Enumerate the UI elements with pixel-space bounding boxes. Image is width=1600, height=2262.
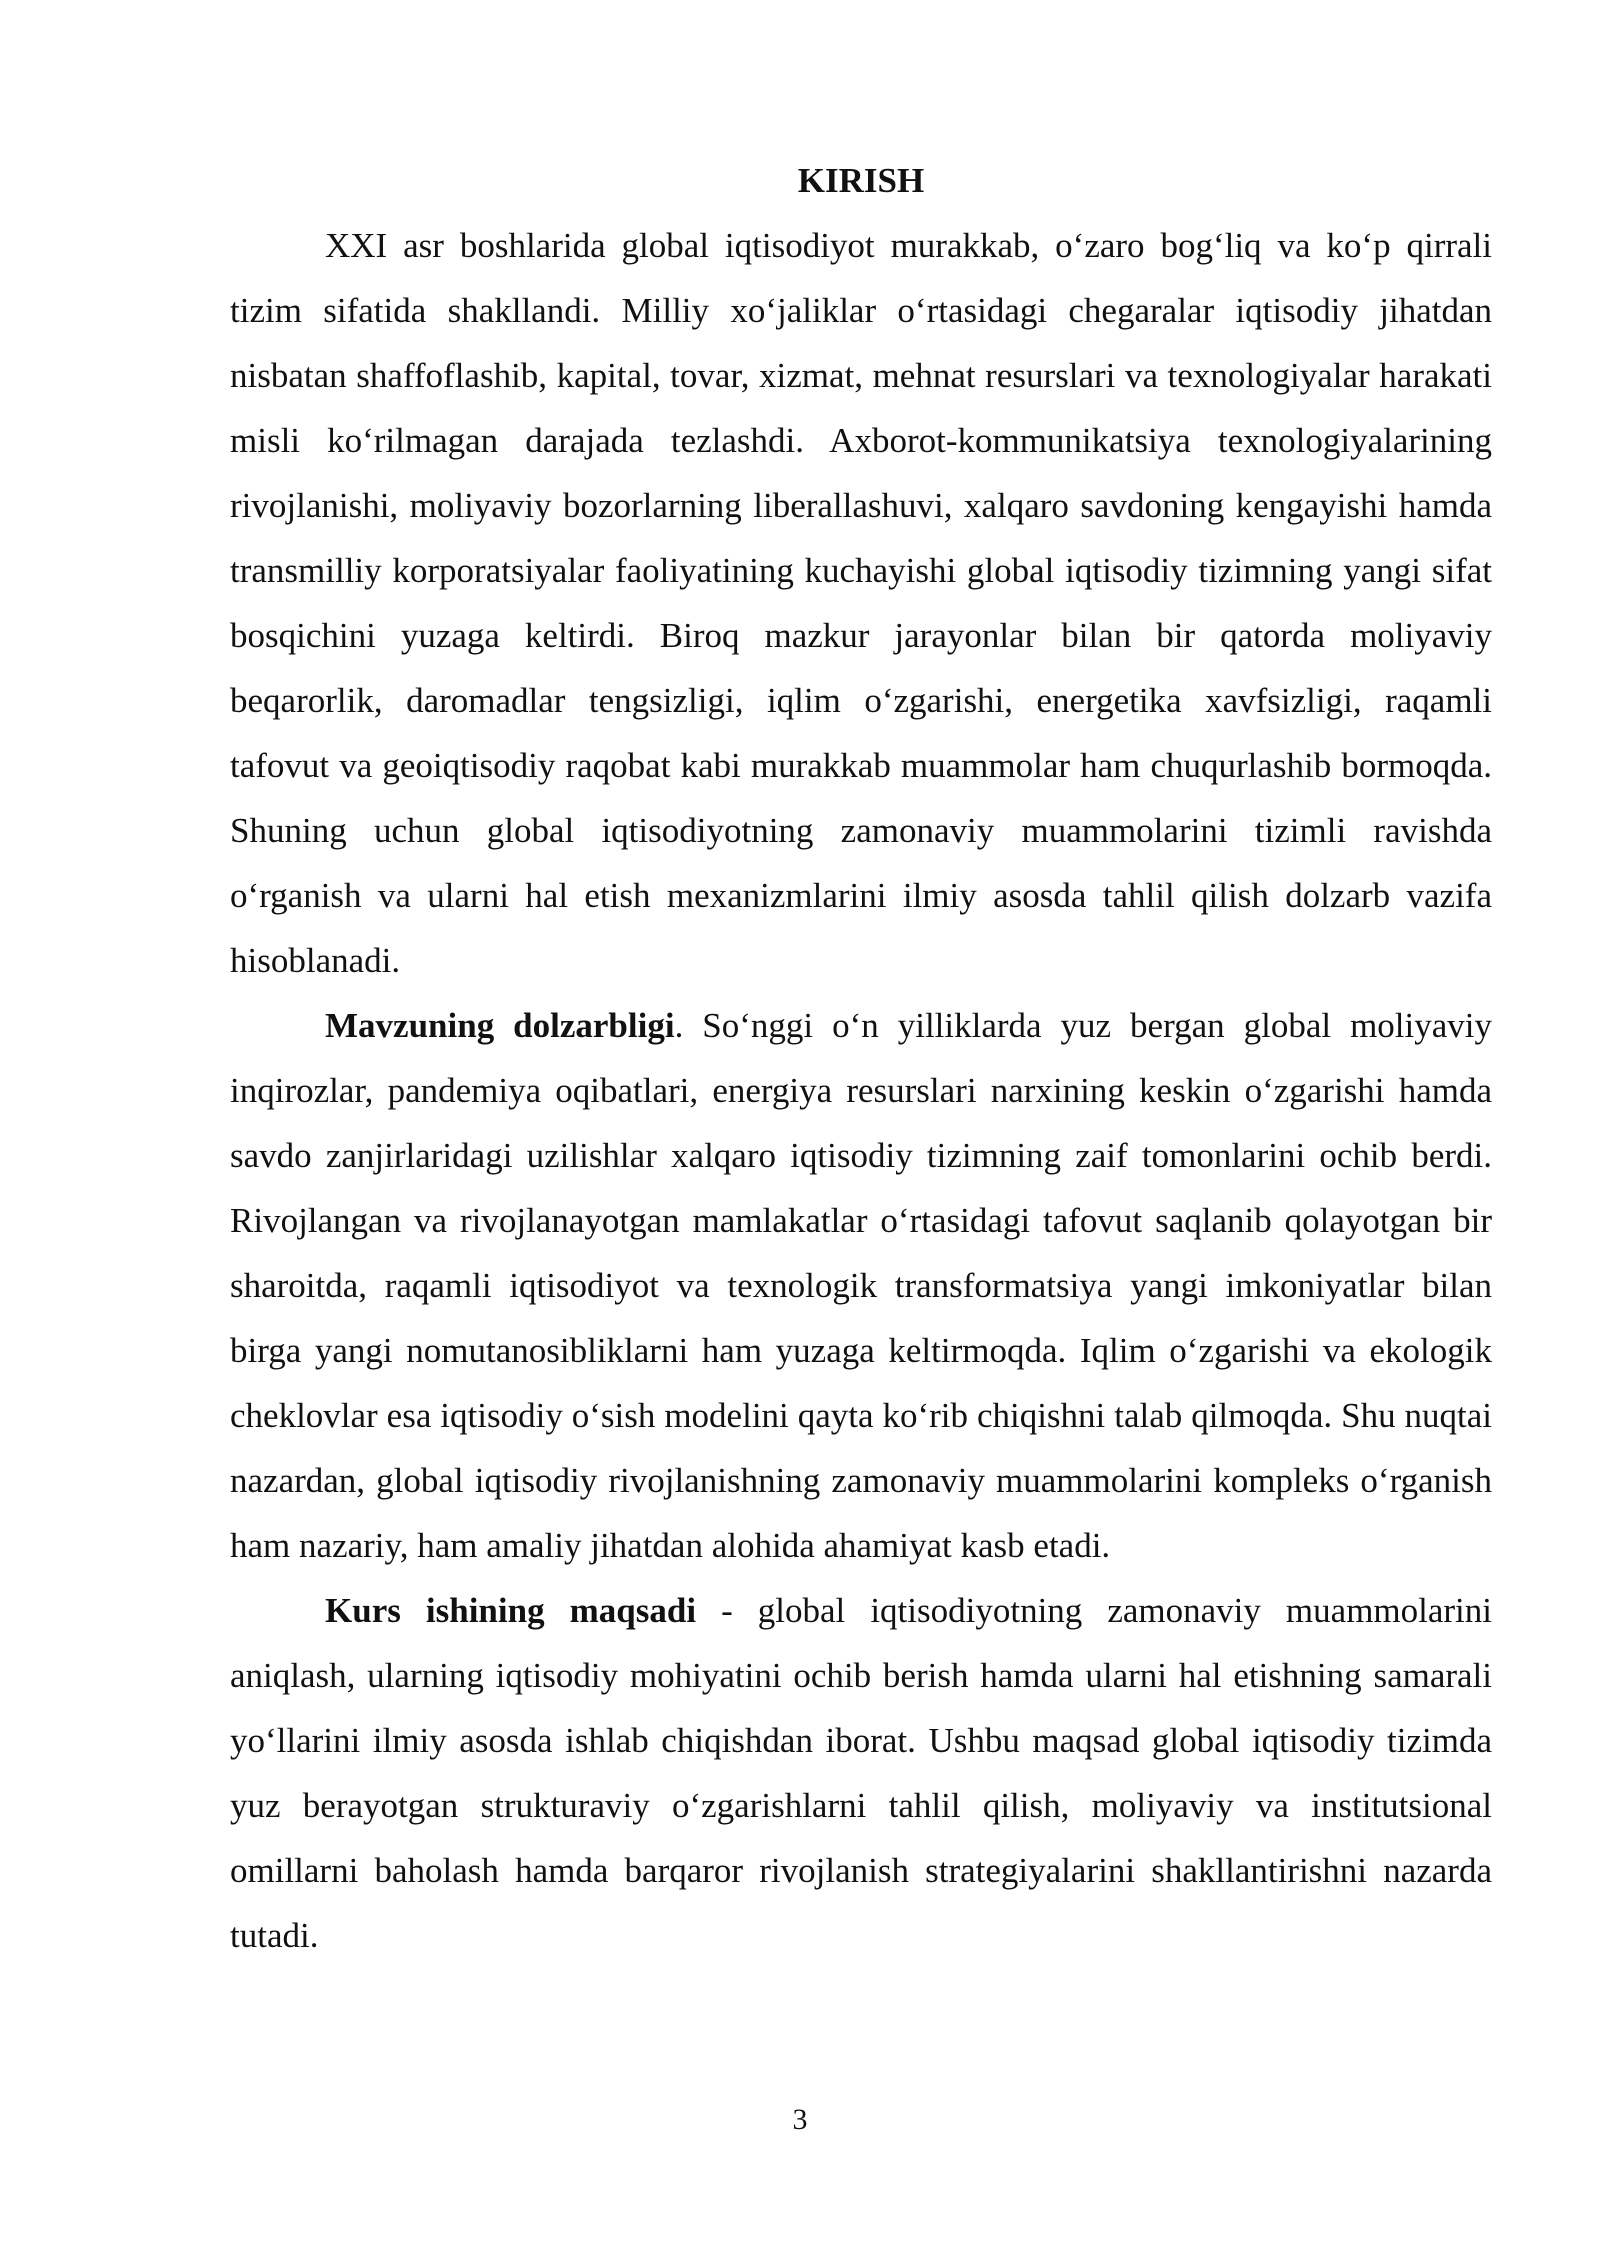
goal-paragraph xyxy=(230,1578,1492,1968)
intro-paragraph xyxy=(230,213,1492,993)
document-body xyxy=(230,148,1492,1968)
relevance-lead: Mavzuning dolzarbligi xyxy=(325,1006,675,1045)
relevance-paragraph-text: . So‘nggi o‘n yilliklarda yuz bergan global moliyaviy inqirozlar, pandemiya oqibatlari, energiya resurslari narxining keskin o‘zgarishi hamda savdo zanjirlaridagi uzilishlar xalqaro iqtisodiy tizimning zaif tomonlarini ochib berdi. Rivojlangan va rivojlanayotgan mamlakatlar o‘rtasidagi tafovut saqlanib qolayotgan bir sharoitda, raqamli iqtisodiyot va texnologik transformatsiya yangi imkoniyatlar bilan birga yangi nomutanosibliklarni ham yuzaga keltirmoqda. Iqlim o‘zgarishi va ekologik cheklovlar esa iqtisodiy o‘sish modelini qayta ko‘rib chiqishni talab qilmoqda. Shu nuqtai nazardan, global iqtisodiy rivojlanishning zamonaviy muammolarini kompleks o‘rganish ham nazariy, ham amaliy jihatdan alohida ahamiyat kasb etadi. xyxy=(230,1006,1492,1565)
section-heading: KIRISH xyxy=(797,161,925,200)
goal-paragraph-text: - global iqtisodiyotning zamonaviy muammolarini aniqlash, ularning iqtisodiy mohiyatini ochib berish hamda ularni hal etishning samarali yo‘llarini ilmiy asosda ishlab chiqishdan iborat. Ushbu maqsad global iqtisodiy tizimda yuz berayotgan strukturaviy o‘zgarishlarni tahlil qilish, moliyaviy va institutsional omillarni baholash hamda barqaror rivojlanish strategiyalarini shakllantirishni nazarda tutadi. xyxy=(230,1591,1492,1955)
intro-paragraph-text: XXI asr boshlarida global iqtisodiyot murakkab, o‘zaro bog‘liq va ko‘p qirrali tizim sifatida shakllandi. Milliy xo‘jaliklar o‘rtasidagi chegaralar iqtisodiy jihatdan nisbatan shaffoflashib, kapital, tovar, xizmat, mehnat resurslari va texnologiyalar harakati misli ko‘rilmagan darajada tezlashdi. Axborot-kommunikatsiya texnologiyalarining rivojlanishi, moliyaviy bozorlarning liberallashuvi, xalqaro savdoning kengayishi hamda transmilliy korporatsiyalar faoliyatining kuchayishi global iqtisodiy tizimning yangi sifat bosqichini yuzaga keltirdi. Biroq mazkur jarayonlar bilan bir qatorda moliyaviy beqarorlik, daromadlar tengsizligi, iqlim o‘zgarishi, energetika xavfsizligi, raqamli tafovut va geoiqtisodiy raqobat kabi murakkab muammolar ham chuqurlashib bormoqda. Shuning uchun global iqtisodiyotning zamonaviy muammolarini tizimli ravishda o‘rganish va ularni hal etish mexanizmlarini ilmiy asosda tahlil qilish dolzarb vazifa hisoblanadi. xyxy=(230,226,1492,980)
goal-lead: Kurs ishining maqsadi xyxy=(325,1591,697,1630)
page-number: 3 xyxy=(792,2103,808,2136)
relevance-paragraph xyxy=(230,993,1492,1578)
